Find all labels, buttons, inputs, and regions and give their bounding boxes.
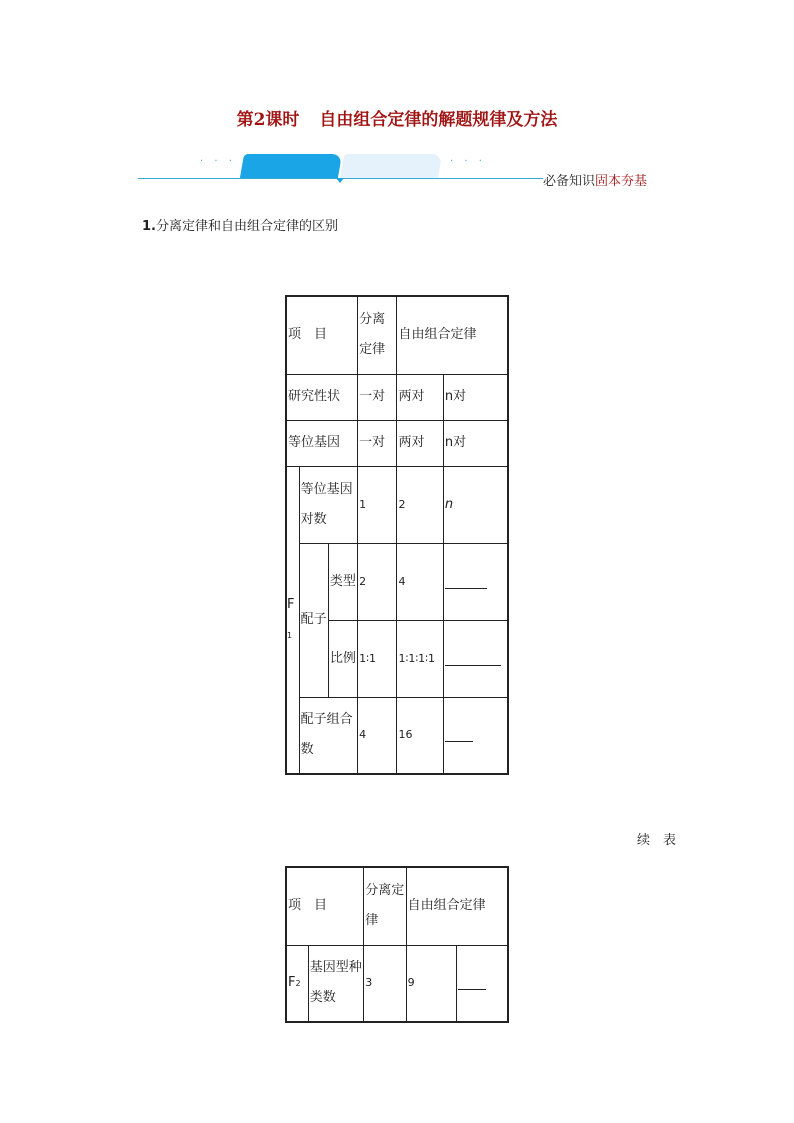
banner-arrow-icon: [336, 178, 344, 183]
banner-dots-left: · · ·: [200, 156, 236, 167]
page-title: [0, 105, 794, 130]
lesson-number: 第2课时: [236, 110, 300, 130]
section-heading: 1.分离定律和自由组合定律的区别: [142, 219, 338, 234]
table-row: F 1 等位基因对数 1 2 n: [286, 466, 508, 543]
table-row: 比例 1∶1 1∶1∶1∶1: [286, 620, 508, 697]
table-row: 等位基因 一对 两对 n对: [286, 420, 508, 466]
table-row: 研究性状 一对 两对 n对: [286, 374, 508, 420]
blank-answer: [443, 620, 508, 697]
header-separation-law: 分离定律: [358, 296, 397, 374]
f1-label: F 1: [286, 466, 299, 774]
header-independent-law: 自由组合定律: [397, 296, 508, 374]
lesson-topic: 自由组合定律的解题规律及方法: [319, 110, 558, 130]
table-row: F2 基因型种类数 3 9: [286, 945, 508, 1022]
header-item: 项 目: [286, 296, 358, 374]
blank-answer: [443, 697, 508, 774]
section-banner: [138, 150, 658, 190]
banner-label: 必备知识固本夯基: [543, 174, 648, 189]
table-row: 配子 类型 2 4: [286, 543, 508, 620]
comparison-table: [285, 295, 509, 775]
banner-dots-right: · · ·: [450, 156, 486, 167]
table-row: [286, 296, 508, 374]
gamete-label: 配子: [299, 543, 328, 697]
continued-label: 续 表: [637, 833, 677, 848]
table-row: 配子组合数 4 16: [286, 697, 508, 774]
banner-tab-secondary: [340, 154, 442, 178]
f2-label: F2: [286, 945, 308, 1022]
banner-tab-primary: [240, 154, 342, 178]
blank-answer: [443, 543, 508, 620]
comparison-table-continued: [285, 866, 509, 1023]
table-row: 项 目 分离定律 自由组合定律: [286, 867, 508, 945]
blank-answer: [457, 945, 508, 1022]
